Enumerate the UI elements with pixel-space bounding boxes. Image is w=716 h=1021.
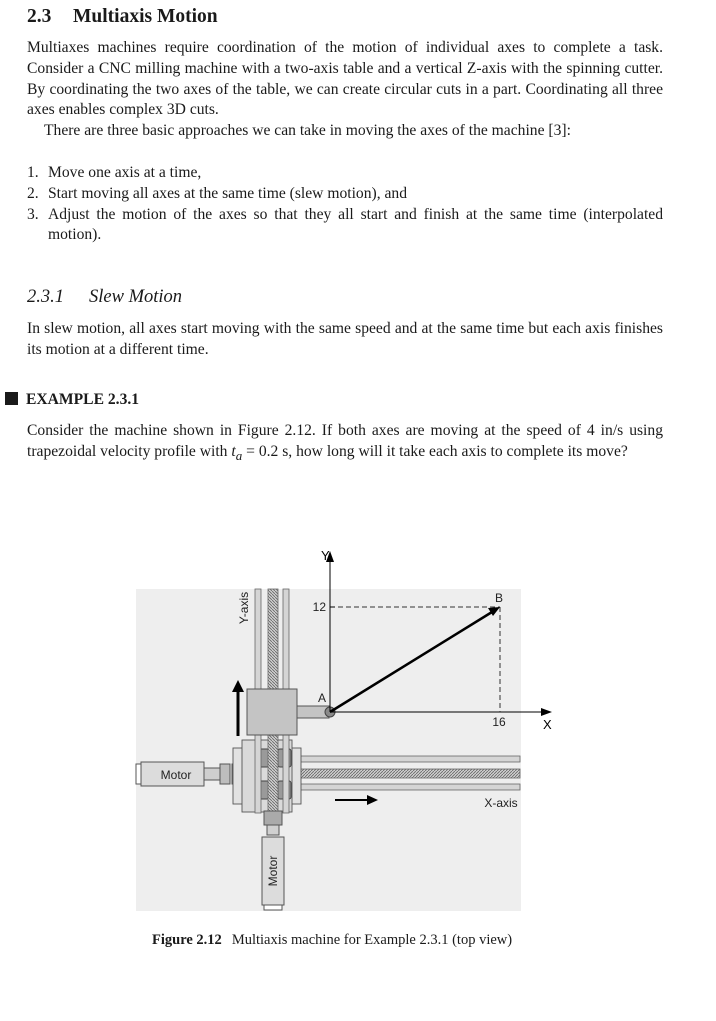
section-heading xyxy=(27,6,218,28)
list-number: 3. xyxy=(27,205,39,223)
list-item xyxy=(27,205,663,247)
slew-paragraph: In slew motion, all axes start moving with the same speed and at the same time but each axis finishes its motion at a different time. xyxy=(27,320,663,358)
example-text-after: = 0.2 s, how long will it take each axis to complete its move? xyxy=(242,442,628,460)
point-a-label: A xyxy=(318,691,327,705)
list-text: Move one axis at a time, xyxy=(48,164,202,181)
math-variable: t xyxy=(231,442,236,460)
figure-background xyxy=(136,589,521,911)
x-axis-name: X-axis xyxy=(484,796,518,810)
subsection-title: Slew Motion xyxy=(89,287,183,307)
example-paragraph xyxy=(27,421,663,467)
intro-paragraph: Multiaxes machines require coordination of the motion of individual axes to complete a task. Consider a CNC milling machine with a two-axis table and a vertical Z-axis with the spinning cutter. By coordinating the two axes of the table, we can create circular cuts in a part. Coordinating all three axes enables complex 3D cuts. xyxy=(27,39,663,119)
x-tick-label: 16 xyxy=(492,715,506,729)
y-axis-letter: Y xyxy=(321,548,330,563)
motor-left-label: Motor xyxy=(160,768,192,782)
y-axis-name: Y-axis xyxy=(237,591,251,625)
list-text: Adjust the motion of the axes so that they all start and finish at the same time (interpolated motion). xyxy=(48,205,663,244)
subsection-number: 2.3.1 xyxy=(27,287,64,307)
motor-bottom xyxy=(262,837,284,910)
section-number: 2.3 xyxy=(27,6,52,27)
approaches-list xyxy=(27,163,663,246)
section-title: Multiaxis Motion xyxy=(73,6,218,27)
figure-caption xyxy=(152,932,512,949)
subsection-heading xyxy=(27,287,182,308)
figure-2-12 xyxy=(125,540,555,920)
approaches-intro: There are three basic approaches we can take in moving the axes of the machine [3]: xyxy=(44,122,571,139)
caption-label: Figure 2.12 xyxy=(152,932,222,948)
math-subscript: a xyxy=(235,447,243,463)
x-axis-letter: X xyxy=(543,717,552,732)
square-bullet-icon xyxy=(5,392,18,405)
list-item xyxy=(27,184,663,205)
example-text-before: Consider the machine shown in Figure 2.12. If both axes are moving at the speed of 4 in/s using trapezoidal velocity profile with xyxy=(27,422,663,460)
list-number: 2. xyxy=(27,184,39,202)
machine-diagram xyxy=(125,540,555,920)
caption-text: Multiaxis machine for Example 2.3.1 (top view) xyxy=(231,932,513,948)
y-tick-label: 12 xyxy=(312,600,326,614)
list-text: Start moving all axes at the same time (slew motion), and xyxy=(48,184,408,202)
example-label: EXAMPLE 2.3.1 xyxy=(26,391,140,408)
motor-bottom-label: Motor xyxy=(266,855,280,887)
example-heading xyxy=(5,391,139,409)
point-b-label: B xyxy=(495,591,504,605)
x-carriage xyxy=(233,740,301,812)
motor-left xyxy=(136,762,243,786)
list-number: 1. xyxy=(27,164,39,181)
list-item xyxy=(27,163,663,184)
